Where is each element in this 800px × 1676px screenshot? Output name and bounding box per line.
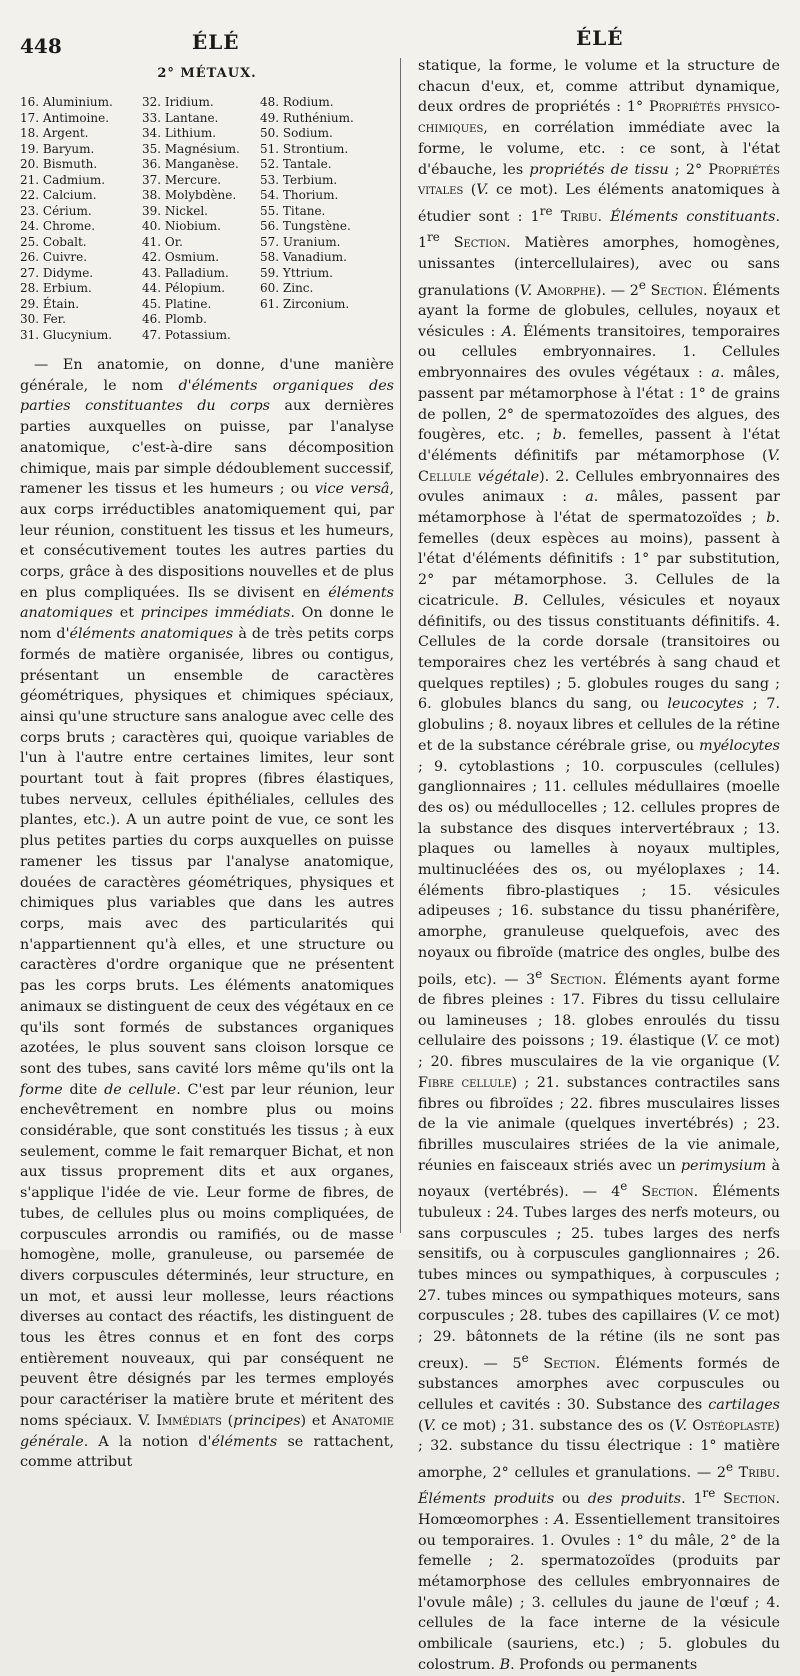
metal-entry: 53. Terbium. [260,172,338,187]
text-run: V. [476,182,489,199]
metals-column-1 [20,95,113,343]
text-run: Ostéoplaste [692,1417,775,1434]
metal-entry: 42. Osmium. [142,250,220,264]
text-run: vice versâ [314,481,390,498]
metal-entry: 61. Zirconium. [260,296,350,311]
text-run: . mâles, passent par métamorphose à l'état : 1° de grains de pollen, 2° de spermatozoïdes des algues, des fougères, etc. ; [418,365,780,444]
metal-entry: 34. Lithium. [142,126,217,140]
text-run: des produits [587,1491,682,1508]
metal-entry: 30. Fer. [20,312,66,326]
text-run: ce mot). Les éléments anatomiques à étudier sont : 1 [418,182,780,225]
metal-entry: 44. Pélopium. [142,281,226,295]
text-run: forme [20,1081,63,1098]
text-run: Section [453,235,507,252]
metal-entry: 60. Zinc. [260,281,314,295]
text-run [553,209,561,225]
text-run: myélocytes [699,737,780,754]
text-run: et [112,605,141,622]
text-run: Section [650,282,703,299]
text-run: . femelles, passent à l'état d'éléments définitifs par métamorphose ( [418,427,780,464]
text-run: ) ; 32. substance du tissu électrique : 1° matière amorphe, 2° cellules et granulations. — 2 [418,1417,780,1481]
text-run: e [725,1460,733,1474]
text-run: b [552,427,562,444]
metal-entry: 27. Didyme. [20,265,94,280]
metal-entry: 29. Étain. [20,296,80,311]
text-run: végétale [477,468,540,485]
text-run: re [702,1486,716,1501]
text-run: principes immédiats [140,605,291,622]
text-run: Section [549,971,603,988]
metal-entry: 46. Plomb. [142,312,207,326]
text-run: perimysium [680,1157,767,1174]
metal-entry: 41. Or. [142,234,183,249]
running-head-right: ÉLÉ [576,26,624,50]
text-run: Tribu [738,1464,776,1481]
text-run: ; 2° [668,161,709,178]
text-run: . Essentiellement transitoires ou temporaires. 1. Ovules : 1° du mâle, 2° de la femelle ; 2. spermatozoïdes (produits par métamorphose des cellules embryonnaires de l'ovule mâle) ; 3. cellules du jaune de l'œuf ; 4. cellules de la face interne de la vésicule ombilicale (sauriens, etc.) ; 5. globules du colostrum. [418,1511,780,1673]
text-run: . [775,1464,780,1481]
metal-entry: 26. Cuivre. [20,250,88,264]
text-run: ). — 2 [595,282,639,299]
text-run: ( [418,1417,424,1434]
text-run: re [539,203,553,218]
metal-entry: 16. Aluminium. [20,95,113,109]
text-run: Éléments produits [418,1491,555,1508]
metal-entry: 57. Uranium. [260,234,341,249]
text-run: e [521,1350,529,1365]
text-run: B [499,1656,511,1673]
text-run: V. [706,1033,719,1050]
text-run: ). 2. Cellules embryonnaires des ovules animaux : [418,468,780,506]
text-run: . On donne le nom d' [20,605,394,643]
metal-entry: 55. Titane. [260,203,326,218]
text-run: dite [62,1081,105,1098]
text-run: Propriétés physico-chimiques [418,99,780,137]
text-run: . 1 [681,1491,703,1508]
metal-entry: 17. Antimoine. [20,110,110,125]
text-run: e [535,966,543,981]
text-run: . Éléments ayant la forme de globules, cellules, noyaux et vésicules : [418,282,781,340]
text-run: . Profonds ou permanents [510,1656,698,1673]
text-run: . Éléments tubuleux : 24. Tubes larges des nerfs moteurs, ou sans corpuscules ; 25. tubes larges des nerfs sensitifs, ou à corpuscules ganglionnaires ; 26. tubes minces ou sympathiques, à corpuscules ; 27. tubes minces ou sympathiques moteurs, sans corpuscules ; 28. tubes des capillaires ( [418,1184,780,1325]
text-run: Éléments constituants [610,208,776,225]
text-run: à de très petits corps formés de matière organisée, libres ou contigus, présentant un ensemble de caractères géométriques, physiques et chimiques spéciaux, ainsi qu'une structure sans analogue avec celle des corps bruts ; caractères qui, quoique variables de l'un à l'autre entre certaines limites, leur sont pourtant tout à fait propres (fibres élastiques, tubes nerveux, cellules épithéliales, cellules des plantes, etc.). A un autre point de vue, ce sont les plus petites parties du corps auxquelles on puisse ramener les tissus par l'analyse anatomique, douées de caractères géométriques, physiques et chimiques plus variables que dans les autres corps, mais avec des particularités qui n'appartiennent qu'à elles, et une structure ou caractères d'ordre organique que ne présentent pas les corps bruts. Les éléments anatomiques animaux se distinguent de ceux des végétaux en ce qu'ils sont formés de substances organiques azotées, le plus souvent sans cloison lorsque ce sont des tubes, sans cavité lors même qu'ils ont la [20,626,395,1077]
metal-entry: 56. Tungstène. [260,219,351,233]
text-run: d'éléments organiques des parties constituantes du corps [20,377,394,415]
text-run: cartilages [708,1396,780,1413]
text-run: V. [674,1417,688,1434]
text-run: Section [641,1184,694,1201]
metal-entry: 48. Rodium. [260,95,334,109]
metal-entry: 25. Cobalt. [20,234,87,249]
text-run: — En anatomie, on donne, d'une manière générale, le nom [20,357,394,394]
metal-entry: 45. Platine. [142,296,212,311]
text-run: ce mot) ; 31. substance des os ( [435,1417,675,1434]
metal-entry: 19. Baryum. [20,141,95,156]
text-run: V. [707,1308,721,1325]
text-run [627,1184,641,1200]
metal-entry: 24. Chrome. [20,219,96,233]
text-run: A [554,1511,565,1528]
text-run: se rattachent, comme attribut [20,1433,394,1471]
metals-column-2 [142,95,240,343]
text-run: ( [463,182,477,199]
text-run [542,971,550,987]
text-run: . Matières amorphes, homogènes, unissantes (intercellulaires), avec ou sans granulations ( [418,235,781,299]
text-run: ) et [300,1412,332,1429]
text-run: . 1 [418,208,780,252]
text-run: ce mot) ; 29. bâtonnets de la rétine (ils ne sont pas creux). — 5 [418,1308,780,1372]
text-run: Section [723,1491,776,1508]
metal-entry: 54. Thorium. [260,188,339,202]
text-run: . Éléments ayant forme de fibres pleines : 17. Fibres du tissu cellulaire ou lamineuses ; 18. globes enroulés du tissu cellulaire des poissons ; 19. élastique ( [418,971,780,1050]
text-run: propriétés de tissu [529,161,669,178]
text-run: générale [20,1433,84,1450]
text-run: statique, la forme, le volume et la structure de chacun d'eux, et, comme attribut dynamique, deux ordres de propriétés : 1° [418,58,780,116]
text-run: . C'est par leur réunion, leur enchevêtrement en nombre plus ou moins considérable, que sont constitués les tissus ; à eux seulement, comme le fait remarquer Bichat, et non aux tissus proprement dits et aux organes, s'applique l'idée de vie. Leur forme de fibres, de tubes, de cellules plus ou moins compliquées, de corpuscules arrondis ou ramifiés, ou de masse homogène, molle, granuleuse, ou parsemée de divers corpuscules déterminés, leur structure, en un mot, et aussi leur mollesse, leurs réactions diverses au contact des réactifs, les distinguent de tous les êtres connus et en font des corps entièrement nouveaux, qui par conséquent ne peuvent être désignés par les termes employés pour caractériser la matière brute et méritent des noms spéciaux. V. [20,1081,395,1429]
text-run: . Éléments transitoires, temporaires ou cellules embryonnaires. 1. Cellules embryonnaires des ovules végétaux : [418,323,780,382]
text-run: , en corrélation immédiate avec la forme, le volume, etc. : ce sont, à l'état d'ébauche, les [418,120,780,178]
text-run: éléments [211,1433,278,1450]
metal-entry: 40. Niobium. [142,219,221,233]
text-run: . mâles, passent par métamorphose à l'état de spermatozoïdes ; [418,489,781,527]
running-head-left: ÉLÉ [192,30,240,54]
metal-entry: 28. Erbium. [20,281,92,295]
metal-entry: 49. Ruthénium. [260,110,354,125]
metals-column-3 [260,95,354,312]
metals-table [20,95,394,345]
metal-entry: 33. Lantane. [142,110,219,125]
text-run: ; 9. cytoblastions ; 10. corpuscules (cellules) ganglionnaires ; 11. cellules médullaires (moelle des os) ou médullocelles ; 12. cellules propres de la substance des disques intervertébraux ; 13. plaques ou lamelles à noyaux multiples, multinucléées des os, ou myéloplaxes ; 14. éléments fibro-plastiques ; 15. vésicules adipeuses ; 16. substance du tissu phanérifère, amorphe, granuleuse quelquefois, avec des noyaux ou fibroïde (matrice des ongles, bulbe des poils, etc). — 3 [418,758,780,988]
text-run: éléments anatomiques [69,626,234,643]
metal-entry: 23. Cérium. [20,203,92,218]
elements-classification-paragraph [418,56,780,1676]
text-run: Amorphe [536,282,596,299]
text-run: B [513,592,524,609]
metal-entry: 50. Sodium. [260,126,333,140]
metal-entry: 36. Manganèse. [142,157,239,171]
text-run: ou [554,1491,588,1508]
metal-entry: 18. Argent. [20,126,89,140]
text-run: Section [543,1355,596,1372]
metal-entry: 47. Potassium. [142,327,231,342]
anatomy-paragraph [20,355,394,1473]
metal-entry: 52. Tantale. [260,157,332,171]
text-run: a [585,489,594,506]
text-run: aux dernières parties auxquelles on puisse, par l'analyse anatomique, c'est-à-dire sans décomposition chimique, mais par simple dédoublement successif, ramener les tissus et les humeurs ; ou [20,398,394,498]
text-run: principes [233,1412,301,1429]
metal-entry: 51. Strontium. [260,141,349,156]
text-run: Cellule [418,468,472,485]
left-column [20,66,394,1473]
text-run: leucocytes [667,696,744,713]
text-run: e [620,1179,628,1194]
text-run: ( [221,1412,234,1429]
metal-entry: 59. Yttrium. [260,265,333,280]
text-run: ; 7. globulins ; 8. noyaux libres et cellules de la rétine et de la substance cérébrale grise, ou [418,696,780,754]
text-run: Fibre cellule [418,1074,512,1091]
metals-section-title: 2° MÉTAUX. [157,66,257,81]
text-run: re [427,230,440,245]
text-run: ) ; 21. substances contractiles sans fibres ou fibroïdes ; 22. fibres musculaires lisses de la vie animale (quelques invertébrés) ; 23. fibrilles musculaires striées de la vie animale, réunies en faisceaux striés avec un [418,1074,780,1174]
text-run: A [501,323,513,340]
text-run: de cellule [104,1081,177,1098]
text-run [440,235,454,251]
metal-entry: 20. Bismuth. [20,157,98,171]
text-run: b [766,510,776,527]
metal-entry: 37. Mercure. [142,172,222,187]
text-run: e [638,277,646,292]
text-run: V. [423,1417,436,1434]
metal-entry: 58. Vanadium. [260,250,347,264]
text-run: Immédiats [156,1412,222,1429]
text-run: ce mot) ; 20. fibres musculaires de la vie organique ( [418,1033,780,1071]
text-run: . A la notion d' [83,1433,212,1450]
text-run: Propriétés vitales [418,161,780,199]
metal-entry: 39. Nickel. [142,203,208,218]
metal-entry: 22. Calcium. [20,188,97,202]
text-run: Tribu [560,208,598,225]
metal-entry: 35. Magnésium. [142,141,240,156]
column-divider [400,58,401,1233]
text-run: Anatomie [331,1412,394,1429]
metal-entry: 43. Palladium. [142,265,229,280]
text-run: V. [767,447,780,464]
text-run: a [711,365,720,382]
text-run: . Cellules, vésicules et noyaux définitifs, ou des tissus constituants définitifs. 4. Cellules de la corde dorsale (transitoires ou temporaires chez les vertébrés à sang chaud et quelques reptiles) ; 5. globules rouges du sang ; 6. globules blancs du sang, ou [418,592,780,713]
text-run: . [597,208,611,225]
right-column [418,56,780,1676]
text-run: à noyaux (vertébrés). — 4 [418,1157,780,1201]
text-run [529,1355,544,1371]
text-run: . Homœomorphes : [418,1491,780,1528]
text-run: éléments anatomiques [20,584,394,622]
metal-entry: 21. Cadmium. [20,172,106,187]
metal-entry: 32. Iridium. [142,95,214,109]
text-run: , aux corps irréductibles anatomiquement qui, par leur réunion, constituent les tissus et les humeurs, et consécutivement toutes les autres parties du corps, grâce à des dispositions nouvelles et de plus en plus compliquées. Ils se divisent en [20,481,394,601]
metal-entry: 38. Molybdène. [142,188,237,202]
metal-entry: 31. Glucynium. [20,327,113,342]
page-number: 448 [20,34,62,58]
text-run: . femelles (deux espèces au moins), passent à l'état d'éléments définitifs : 1° par substitution, 2° par métamorphose. 3. Cellules de la cicatricule. [418,510,780,609]
text-run: . Éléments formés de substances amorphes avec corpuscules ou cellules et cavités : 30. Substance des [418,1355,780,1413]
text-run [715,1491,723,1507]
text-run: V. [519,282,533,299]
text-run: V. [767,1054,780,1071]
